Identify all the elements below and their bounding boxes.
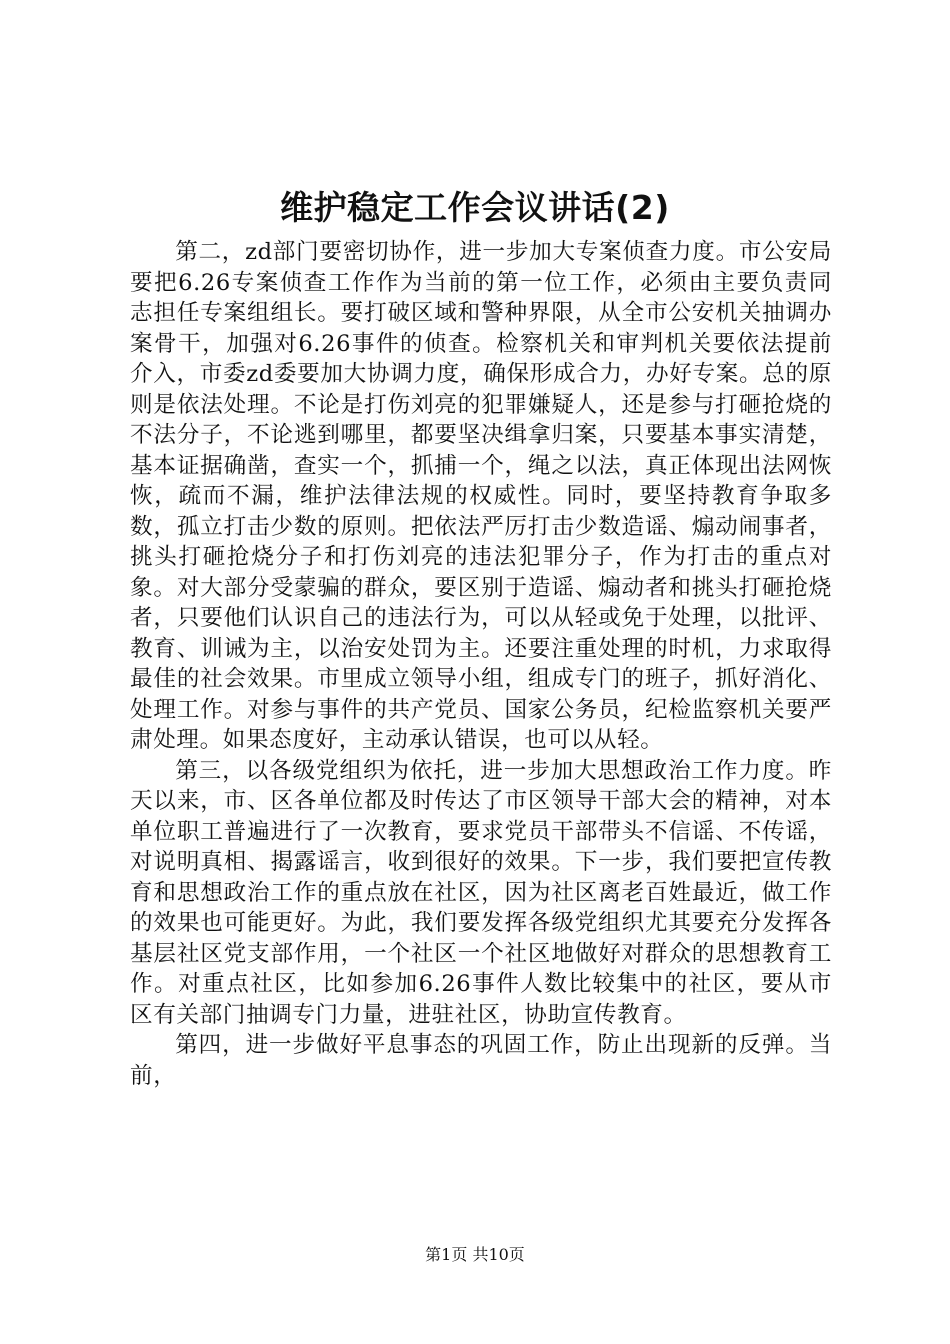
page-number: 第1页 共10页 [425,1245,525,1264]
paragraph-4: 第四，进一步做好平息事态的巩固工作，防止出现新的反弹。当前， [130,1032,832,1089]
document-title: 维护稳定工作会议讲话(2) [280,188,670,227]
paragraph-3: 第三，以各级党组织为依托，进一步加大思想政治工作力度。昨天以来，市、区各单位都及时传达了市区领导干部大会的精神，对本单位职工普遍进行了一次教育，要求党员干部带头不信谣、不传谣，对说明真相、揭露谣言，收到很好的效果。下一步，我们要把宣传教育和思想政治工作的重点放在社区，因为社区离老百姓最近，做工作的效果也可能更好。为此，我们要发挥各级党组织尤其要充分发挥各基层社区党支部作用，一个社区一个社区地做好对群众的思想教育工作。对重点社区，比如参加6.26事件人数比较集中的社区，要从市区有关部门抽调专门力量，进驻社区，协助宣传教育。 [130,757,832,1028]
document-body [130,237,832,1091]
paragraph-2: 第二，zd部门要密切协作，进一步加大专案侦查力度。市公安局要把6.26专案侦查工作作为当前的第一位工作，必须由主要负责同志担任专案组组长。要打破区域和警种界限，从全市公安机关抽调办案骨干，加强对6.26事件的侦查。检察机关和审判机关要依法提前介入，市委zd委要加大协调力度，确保形成合力，办好专案。总的原则是依法处理。不论是打伤刘亮的犯罪嫌疑人，还是参与打砸抢烧的不法分子，不论逃到哪里，都要坚决缉拿归案，只要基本事实清楚，基本证据确凿，查实一个，抓捕一个，绳之以法，真正体现出法网恢恢，疏而不漏，维护法律法规的权威性。同时，要坚持教育争取多数，孤立打击少数的原则。把依法严厉打击少数造谣、煽动闹事者，挑头打砸抢烧分子和打伤刘亮的违法犯罪分子，作为打击的重点对象。对大部分受蒙骗的群众，要区别于造谣、煽动者和挑头打砸抢烧者，只要他们认识自己的违法行为，可以从轻或免于处理，以批评、教育、训诫为主，以治安处罚为主。还要注重处理的时机，力求取得最佳的社会效果。市里成立领导小组，组成专门的班子，抓好消化、处理工作。对参与事件的共产党员、国家公务员，纪检监察机关要严肃处理。如果态度好，主动承认错误，也可以从轻。 [130,239,832,753]
